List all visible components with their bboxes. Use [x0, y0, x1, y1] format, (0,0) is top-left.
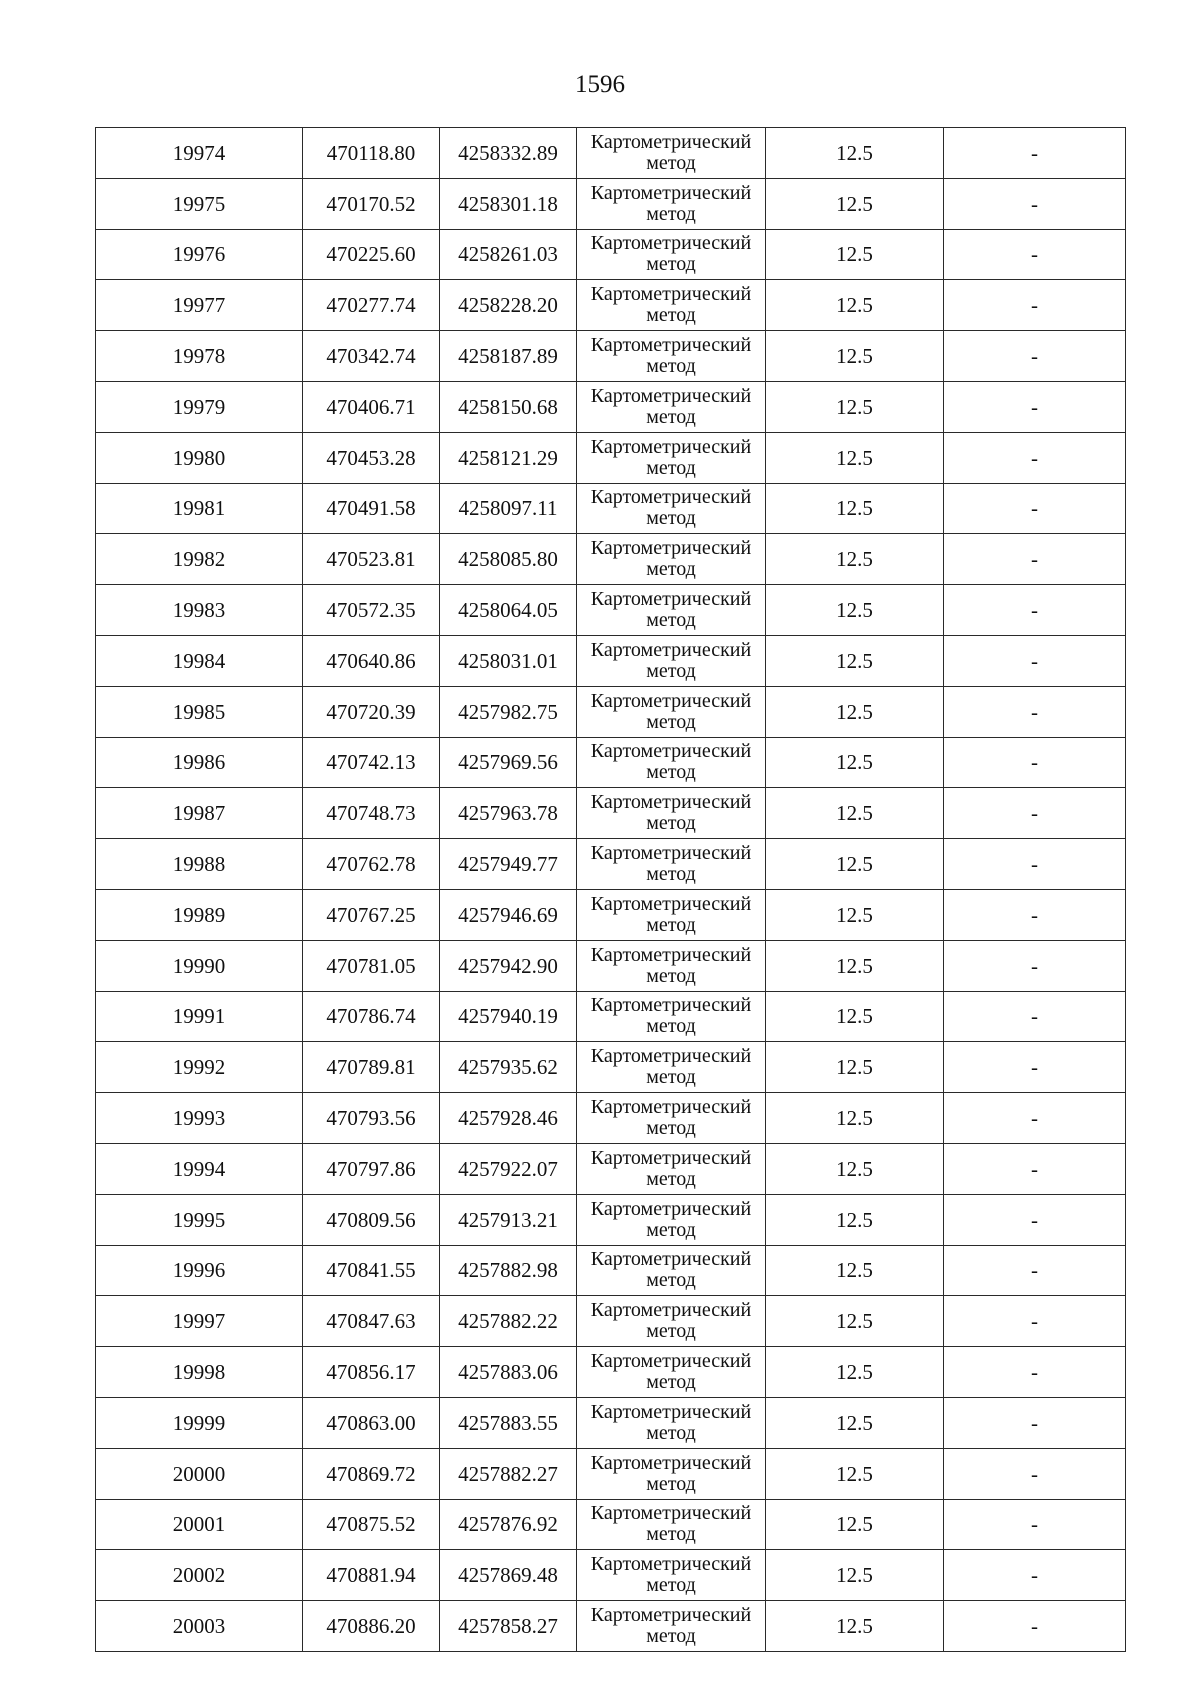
note-cell: - — [944, 940, 1126, 991]
y-coordinate-cell: 4257946.69 — [440, 889, 577, 940]
method-text: Картометрический — [590, 892, 752, 915]
accuracy-cell: 12.5 — [766, 1397, 944, 1448]
x-coordinate-cell: 470118.80 — [303, 128, 440, 179]
note-cell: - — [944, 1194, 1126, 1245]
table-row — [96, 483, 1126, 534]
x-coordinate-cell: 470720.39 — [303, 686, 440, 737]
accuracy-cell: 12.5 — [766, 1245, 944, 1296]
note-cell: - — [944, 1245, 1126, 1296]
method-cell — [577, 483, 766, 534]
table-row — [96, 1397, 1126, 1448]
point-number-cell: 19983 — [96, 585, 303, 636]
accuracy-cell: 12.5 — [766, 1448, 944, 1499]
y-coordinate-cell: 4257882.27 — [440, 1448, 577, 1499]
y-coordinate-cell: 4257876.92 — [440, 1499, 577, 1550]
method-cell — [577, 839, 766, 890]
y-coordinate-cell: 4258064.05 — [440, 585, 577, 636]
y-coordinate-cell: 4257883.06 — [440, 1347, 577, 1398]
x-coordinate-cell: 470225.60 — [303, 229, 440, 280]
y-coordinate-cell: 4257969.56 — [440, 737, 577, 788]
accuracy-cell: 12.5 — [766, 229, 944, 280]
x-coordinate-cell: 470797.86 — [303, 1143, 440, 1194]
method-text: метод — [646, 456, 696, 479]
y-coordinate-cell: 4257982.75 — [440, 686, 577, 737]
point-number-cell: 19991 — [96, 991, 303, 1042]
note-cell: - — [944, 1499, 1126, 1550]
note-cell: - — [944, 1143, 1126, 1194]
method-text: Картометрический — [590, 181, 752, 204]
note-cell: - — [944, 686, 1126, 737]
method-text: Картометрический — [590, 1604, 752, 1626]
method-text: метод — [646, 1167, 696, 1190]
table-row — [96, 1499, 1126, 1550]
method-cell — [577, 280, 766, 331]
note-cell: - — [944, 1347, 1126, 1398]
method-cell — [577, 229, 766, 280]
method-text: Картометрический — [590, 1096, 752, 1119]
table-row — [96, 737, 1126, 788]
x-coordinate-cell: 470406.71 — [303, 381, 440, 432]
x-coordinate-cell: 470869.72 — [303, 1448, 440, 1499]
method-text: метод — [646, 812, 696, 835]
y-coordinate-cell: 4257882.22 — [440, 1296, 577, 1347]
method-text: Картометрический — [590, 740, 752, 763]
point-number-cell: 20001 — [96, 1499, 303, 1550]
table-row — [96, 940, 1126, 991]
accuracy-cell: 12.5 — [766, 1042, 944, 1093]
method-cell — [577, 1093, 766, 1144]
method-cell — [577, 128, 766, 179]
point-number-cell: 19982 — [96, 534, 303, 585]
method-cell — [577, 940, 766, 991]
method-cell — [577, 1601, 766, 1652]
method-text: Картометрический — [590, 1248, 752, 1271]
note-cell: - — [944, 331, 1126, 382]
method-text: метод — [646, 1574, 696, 1597]
point-number-cell: 19986 — [96, 737, 303, 788]
y-coordinate-cell: 4257858.27 — [440, 1601, 577, 1652]
method-text: Картометрический — [590, 1146, 752, 1169]
point-number-cell: 19999 — [96, 1397, 303, 1448]
accuracy-cell: 12.5 — [766, 585, 944, 636]
note-cell: - — [944, 1296, 1126, 1347]
method-text: метод — [646, 964, 696, 987]
table-row — [96, 331, 1126, 382]
point-number-cell: 19997 — [96, 1296, 303, 1347]
y-coordinate-cell: 4258097.11 — [440, 483, 577, 534]
x-coordinate-cell: 470793.56 — [303, 1093, 440, 1144]
method-text: Картометрический — [590, 1451, 752, 1474]
point-number-cell: 19994 — [96, 1143, 303, 1194]
y-coordinate-cell: 4257869.48 — [440, 1550, 577, 1601]
note-cell: - — [944, 839, 1126, 890]
method-cell — [577, 1245, 766, 1296]
method-cell — [577, 1448, 766, 1499]
y-coordinate-cell: 4257928.46 — [440, 1093, 577, 1144]
accuracy-cell: 12.5 — [766, 635, 944, 686]
table-row — [96, 889, 1126, 940]
coordinates-table-body — [96, 128, 1126, 1652]
method-cell — [577, 1143, 766, 1194]
point-number-cell: 19977 — [96, 280, 303, 331]
accuracy-cell: 12.5 — [766, 1194, 944, 1245]
method-text: Картометрический — [590, 435, 752, 458]
table-row — [96, 1347, 1126, 1398]
table-row — [96, 635, 1126, 686]
table-row — [96, 1296, 1126, 1347]
method-cell — [577, 331, 766, 382]
accuracy-cell: 12.5 — [766, 991, 944, 1042]
accuracy-cell: 12.5 — [766, 1296, 944, 1347]
table-row — [96, 1550, 1126, 1601]
accuracy-cell: 12.5 — [766, 1347, 944, 1398]
accuracy-cell: 12.5 — [766, 788, 944, 839]
method-cell — [577, 1347, 766, 1398]
method-text: метод — [646, 1421, 696, 1444]
point-number-cell: 19976 — [96, 229, 303, 280]
table-row — [96, 229, 1126, 280]
accuracy-cell: 12.5 — [766, 280, 944, 331]
y-coordinate-cell: 4257882.98 — [440, 1245, 577, 1296]
table-row — [96, 686, 1126, 737]
x-coordinate-cell: 470170.52 — [303, 178, 440, 229]
point-number-cell: 20002 — [96, 1550, 303, 1601]
table-row — [96, 1143, 1126, 1194]
method-cell — [577, 889, 766, 940]
x-coordinate-cell: 470856.17 — [303, 1347, 440, 1398]
x-coordinate-cell: 470875.52 — [303, 1499, 440, 1550]
method-text: метод — [646, 253, 696, 276]
accuracy-cell: 12.5 — [766, 381, 944, 432]
y-coordinate-cell: 4257913.21 — [440, 1194, 577, 1245]
x-coordinate-cell: 470841.55 — [303, 1245, 440, 1296]
method-cell — [577, 432, 766, 483]
x-coordinate-cell: 470742.13 — [303, 737, 440, 788]
note-cell: - — [944, 1397, 1126, 1448]
accuracy-cell: 12.5 — [766, 432, 944, 483]
method-text: метод — [646, 507, 696, 530]
method-cell — [577, 1042, 766, 1093]
x-coordinate-cell: 470748.73 — [303, 788, 440, 839]
method-text: метод — [646, 1320, 696, 1343]
method-text: Картометрический — [590, 232, 752, 255]
method-cell — [577, 1550, 766, 1601]
point-number-cell: 19990 — [96, 940, 303, 991]
method-cell — [577, 585, 766, 636]
accuracy-cell: 12.5 — [766, 534, 944, 585]
method-text: Картометрический — [590, 842, 752, 865]
note-cell: - — [944, 1042, 1126, 1093]
y-coordinate-cell: 4258261.03 — [440, 229, 577, 280]
point-number-cell: 19995 — [96, 1194, 303, 1245]
x-coordinate-cell: 470762.78 — [303, 839, 440, 890]
table-row — [96, 1601, 1126, 1652]
note-cell: - — [944, 483, 1126, 534]
method-text: метод — [646, 405, 696, 428]
method-text: Картометрический — [590, 283, 752, 306]
method-cell — [577, 686, 766, 737]
method-text: метод — [646, 1015, 696, 1038]
method-text: метод — [646, 151, 696, 174]
point-number-cell: 20000 — [96, 1448, 303, 1499]
accuracy-cell: 12.5 — [766, 839, 944, 890]
point-number-cell: 20003 — [96, 1601, 303, 1652]
y-coordinate-cell: 4258187.89 — [440, 331, 577, 382]
accuracy-cell: 12.5 — [766, 1550, 944, 1601]
x-coordinate-cell: 470767.25 — [303, 889, 440, 940]
note-cell: - — [944, 788, 1126, 839]
method-text: Картометрический — [590, 994, 752, 1017]
method-text: Картометрический — [590, 384, 752, 407]
method-cell — [577, 1397, 766, 1448]
method-cell — [577, 635, 766, 686]
method-text: Картометрический — [590, 130, 752, 153]
table-row — [96, 534, 1126, 585]
y-coordinate-cell: 4257940.19 — [440, 991, 577, 1042]
method-text: метод — [646, 1218, 696, 1241]
method-text: метод — [646, 1117, 696, 1140]
method-text: метод — [646, 558, 696, 581]
x-coordinate-cell: 470342.74 — [303, 331, 440, 382]
method-text: Картометрический — [590, 334, 752, 357]
table-row — [96, 788, 1126, 839]
note-cell: - — [944, 1448, 1126, 1499]
accuracy-cell: 12.5 — [766, 1601, 944, 1652]
point-number-cell: 19975 — [96, 178, 303, 229]
table-row — [96, 585, 1126, 636]
x-coordinate-cell: 470572.35 — [303, 585, 440, 636]
method-text: метод — [646, 202, 696, 225]
y-coordinate-cell: 4258085.80 — [440, 534, 577, 585]
method-cell — [577, 737, 766, 788]
table-row — [96, 1245, 1126, 1296]
y-coordinate-cell: 4257963.78 — [440, 788, 577, 839]
x-coordinate-cell: 470886.20 — [303, 1601, 440, 1652]
accuracy-cell: 12.5 — [766, 889, 944, 940]
y-coordinate-cell: 4257949.77 — [440, 839, 577, 890]
method-cell — [577, 1296, 766, 1347]
note-cell: - — [944, 381, 1126, 432]
method-text: метод — [646, 1066, 696, 1089]
method-text: Картометрический — [590, 1299, 752, 1322]
accuracy-cell: 12.5 — [766, 483, 944, 534]
note-cell: - — [944, 178, 1126, 229]
method-text: метод — [646, 761, 696, 784]
method-text: Картометрический — [590, 1400, 752, 1423]
table-row — [96, 991, 1126, 1042]
table-row — [96, 432, 1126, 483]
method-text: Картометрический — [590, 943, 752, 966]
y-coordinate-cell: 4257883.55 — [440, 1397, 577, 1448]
method-text: Картометрический — [590, 537, 752, 560]
method-text: метод — [646, 304, 696, 327]
method-text: метод — [646, 913, 696, 936]
point-number-cell: 19988 — [96, 839, 303, 890]
note-cell: - — [944, 128, 1126, 179]
note-cell: - — [944, 635, 1126, 686]
note-cell: - — [944, 991, 1126, 1042]
x-coordinate-cell: 470809.56 — [303, 1194, 440, 1245]
point-number-cell: 19979 — [96, 381, 303, 432]
x-coordinate-cell: 470781.05 — [303, 940, 440, 991]
point-number-cell: 19978 — [96, 331, 303, 382]
y-coordinate-cell: 4257935.62 — [440, 1042, 577, 1093]
method-cell — [577, 1499, 766, 1550]
accuracy-cell: 12.5 — [766, 686, 944, 737]
x-coordinate-cell: 470277.74 — [303, 280, 440, 331]
y-coordinate-cell: 4258121.29 — [440, 432, 577, 483]
point-number-cell: 19987 — [96, 788, 303, 839]
point-number-cell: 19989 — [96, 889, 303, 940]
method-cell — [577, 178, 766, 229]
point-number-cell: 19974 — [96, 128, 303, 179]
table-row — [96, 1093, 1126, 1144]
accuracy-cell: 12.5 — [766, 1143, 944, 1194]
method-text: Картометрический — [590, 689, 752, 712]
table-row — [96, 178, 1126, 229]
method-text: метод — [646, 1269, 696, 1292]
x-coordinate-cell: 470453.28 — [303, 432, 440, 483]
method-text: Картометрический — [590, 1350, 752, 1373]
note-cell: - — [944, 1601, 1126, 1652]
note-cell: - — [944, 889, 1126, 940]
method-text: Картометрический — [590, 486, 752, 509]
x-coordinate-cell: 470847.63 — [303, 1296, 440, 1347]
y-coordinate-cell: 4258332.89 — [440, 128, 577, 179]
x-coordinate-cell: 470789.81 — [303, 1042, 440, 1093]
accuracy-cell: 12.5 — [766, 1093, 944, 1144]
accuracy-cell: 12.5 — [766, 940, 944, 991]
x-coordinate-cell: 470786.74 — [303, 991, 440, 1042]
point-number-cell: 19998 — [96, 1347, 303, 1398]
method-cell — [577, 1194, 766, 1245]
page-number: 1596 — [575, 71, 625, 98]
table-row — [96, 1448, 1126, 1499]
table-row — [96, 280, 1126, 331]
y-coordinate-cell: 4257922.07 — [440, 1143, 577, 1194]
note-cell: - — [944, 534, 1126, 585]
method-cell — [577, 788, 766, 839]
point-number-cell: 19993 — [96, 1093, 303, 1144]
x-coordinate-cell: 470863.00 — [303, 1397, 440, 1448]
table-row — [96, 381, 1126, 432]
y-coordinate-cell: 4258228.20 — [440, 280, 577, 331]
accuracy-cell: 12.5 — [766, 737, 944, 788]
point-number-cell: 19981 — [96, 483, 303, 534]
table-row — [96, 839, 1126, 890]
x-coordinate-cell: 470881.94 — [303, 1550, 440, 1601]
point-number-cell: 19992 — [96, 1042, 303, 1093]
coordinates-table — [95, 127, 1126, 1652]
method-text: Картометрический — [590, 588, 752, 611]
accuracy-cell: 12.5 — [766, 178, 944, 229]
method-cell — [577, 381, 766, 432]
method-text: метод — [646, 863, 696, 886]
y-coordinate-cell: 4258301.18 — [440, 178, 577, 229]
accuracy-cell: 12.5 — [766, 128, 944, 179]
x-coordinate-cell: 470640.86 — [303, 635, 440, 686]
method-text: метод — [646, 1371, 696, 1394]
method-text: Картометрический — [590, 1553, 752, 1576]
method-text: метод — [646, 1472, 696, 1495]
method-text: метод — [646, 1523, 696, 1546]
method-cell — [577, 991, 766, 1042]
method-text: метод — [646, 355, 696, 378]
method-text: Картометрический — [590, 1045, 752, 1068]
note-cell: - — [944, 1093, 1126, 1144]
y-coordinate-cell: 4258150.68 — [440, 381, 577, 432]
note-cell: - — [944, 280, 1126, 331]
method-text: метод — [646, 659, 696, 682]
x-coordinate-cell: 470491.58 — [303, 483, 440, 534]
point-number-cell: 19985 — [96, 686, 303, 737]
table-row — [96, 1042, 1126, 1093]
note-cell: - — [944, 737, 1126, 788]
method-text: метод — [646, 1625, 696, 1647]
x-coordinate-cell: 470523.81 — [303, 534, 440, 585]
method-text: Картометрический — [590, 1502, 752, 1525]
method-text: метод — [646, 710, 696, 733]
table-row — [96, 1194, 1126, 1245]
method-text: Картометрический — [590, 638, 752, 661]
y-coordinate-cell: 4257942.90 — [440, 940, 577, 991]
y-coordinate-cell: 4258031.01 — [440, 635, 577, 686]
accuracy-cell: 12.5 — [766, 1499, 944, 1550]
method-text: Картометрический — [590, 1197, 752, 1220]
point-number-cell: 19980 — [96, 432, 303, 483]
method-text: Картометрический — [590, 791, 752, 814]
note-cell: - — [944, 229, 1126, 280]
point-number-cell: 19984 — [96, 635, 303, 686]
table-row — [96, 128, 1126, 179]
note-cell: - — [944, 585, 1126, 636]
method-cell — [577, 534, 766, 585]
point-number-cell: 19996 — [96, 1245, 303, 1296]
method-text: метод — [646, 609, 696, 632]
note-cell: - — [944, 432, 1126, 483]
note-cell: - — [944, 1550, 1126, 1601]
accuracy-cell: 12.5 — [766, 331, 944, 382]
